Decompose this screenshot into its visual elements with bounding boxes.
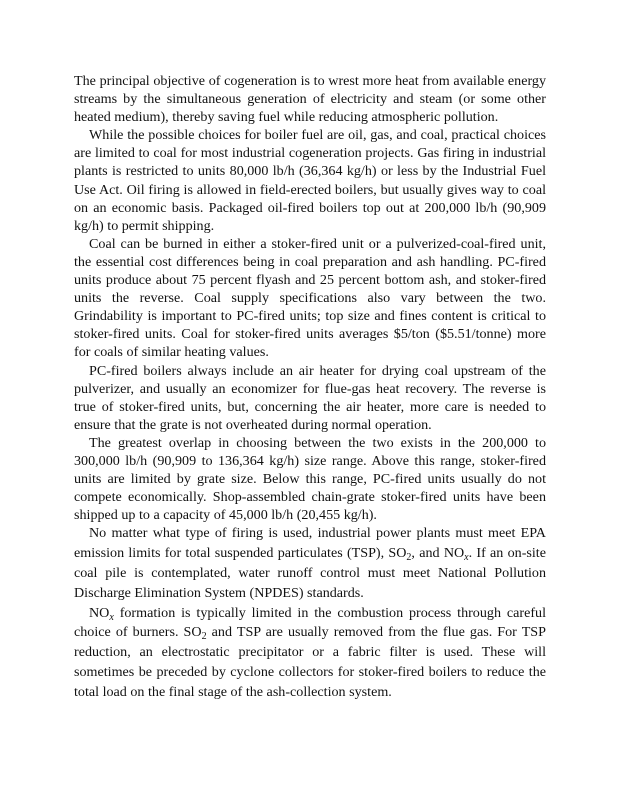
paragraph-emission-limits xyxy=(74,524,546,603)
paragraph-air-heater xyxy=(74,362,546,434)
paragraph-text: and TSP are usually removed from the flue gas. For TSP reduction, an electrostatic precipitator or a fabric filter is used. These will sometimes be preceded by cyclone collectors for stoker-fired boilers to reduce the total load on the final stage of the ash-collection system. xyxy=(74,624,546,700)
paragraph-text: While the possible choices for boiler fuel are oil, gas, and coal, practical choices are limited to coal for most industrial cogeneration projects. Gas firing in industrial plants is restricted to units 80,000 lb/h (36,364 kg/h) or less by the Industrial Fuel Use Act. Oil firing is allowed in field-erected boilers, but usually gives way to coal on an economic basis. Packaged oil-fired boilers top out at 200,000 lb/h (90,909 kg/h) to permit shipping. xyxy=(74,127,546,234)
paragraph-text: PC-fired boilers always include an air heater for drying coal upstream of the pulverizer, and usually an economizer for flue-gas heat recovery. The reverse is true of stoker-fired units, but, concerning the air heater, more care is needed to ensure that the grate is not overheated during normal operation. xyxy=(74,362,546,433)
paragraph-text: No matter what type of firing is used, industrial power plants must meet EPA emission limits for total suspended particulates (TSP), SO xyxy=(74,525,546,562)
paragraph-text: . If an on-site coal pile is contemplated, water runoff control must meet National Pollution Discharge Elimination System (NPDES) standards. xyxy=(74,545,546,601)
paragraph-size-range-overlap xyxy=(74,434,546,524)
paragraph-cogeneration-objective xyxy=(74,72,546,126)
paragraph-nox-formation xyxy=(74,604,546,703)
subscript-2: 2 xyxy=(406,552,412,564)
paragraph-text: , and NO xyxy=(411,545,465,562)
paragraph-text: formation is typically limited in the combustion process through careful choice of burners. SO xyxy=(74,604,546,641)
subscript-x: x xyxy=(109,611,114,623)
paragraph-text: The principal objective of cogeneration is to wrest more heat from available energy streams by the simultaneous generation of electricity and steam (or some other heated medium), thereby saving fuel while reducing atmospheric pollution. xyxy=(74,73,546,126)
paragraph-text: Coal can be burned in either a stoker-fired unit or a pulverized-coal-fired unit, the essential cost differences being in coal preparation and ash handling. PC-fired units produce about 75 percent flyash and 25 percent bottom ash, and stoker-fired units the reverse. Coal supply specifications also vary between the two. Grindability is important to PC-fired units; top size and fines content is critical to stoker-fired units. Coal for stoker-fired units averages $5/ton ($5.51/tonne) more for coals of similar heating values. xyxy=(74,235,546,361)
document-page xyxy=(74,72,546,703)
paragraph-text: The greatest overlap in choosing between the two exists in the 200,000 to 300,000 lb/h (90,909 to 136,364 kg/h) size range. Above this range, stoker-fired units are limited by grate size. Below this range, PC-fired units usually do not compete economically. Shop-assembled chain-grate stoker-fired units have been shipped up to a capacity of 45,000 lb/h (20,455 kg/h). xyxy=(74,434,546,524)
subscript-x: x xyxy=(464,552,469,564)
paragraph-boiler-fuel-choices xyxy=(74,126,546,235)
paragraph-stoker-vs-pc xyxy=(74,235,546,362)
paragraph-text: NO xyxy=(89,604,110,621)
subscript-2: 2 xyxy=(201,631,207,643)
